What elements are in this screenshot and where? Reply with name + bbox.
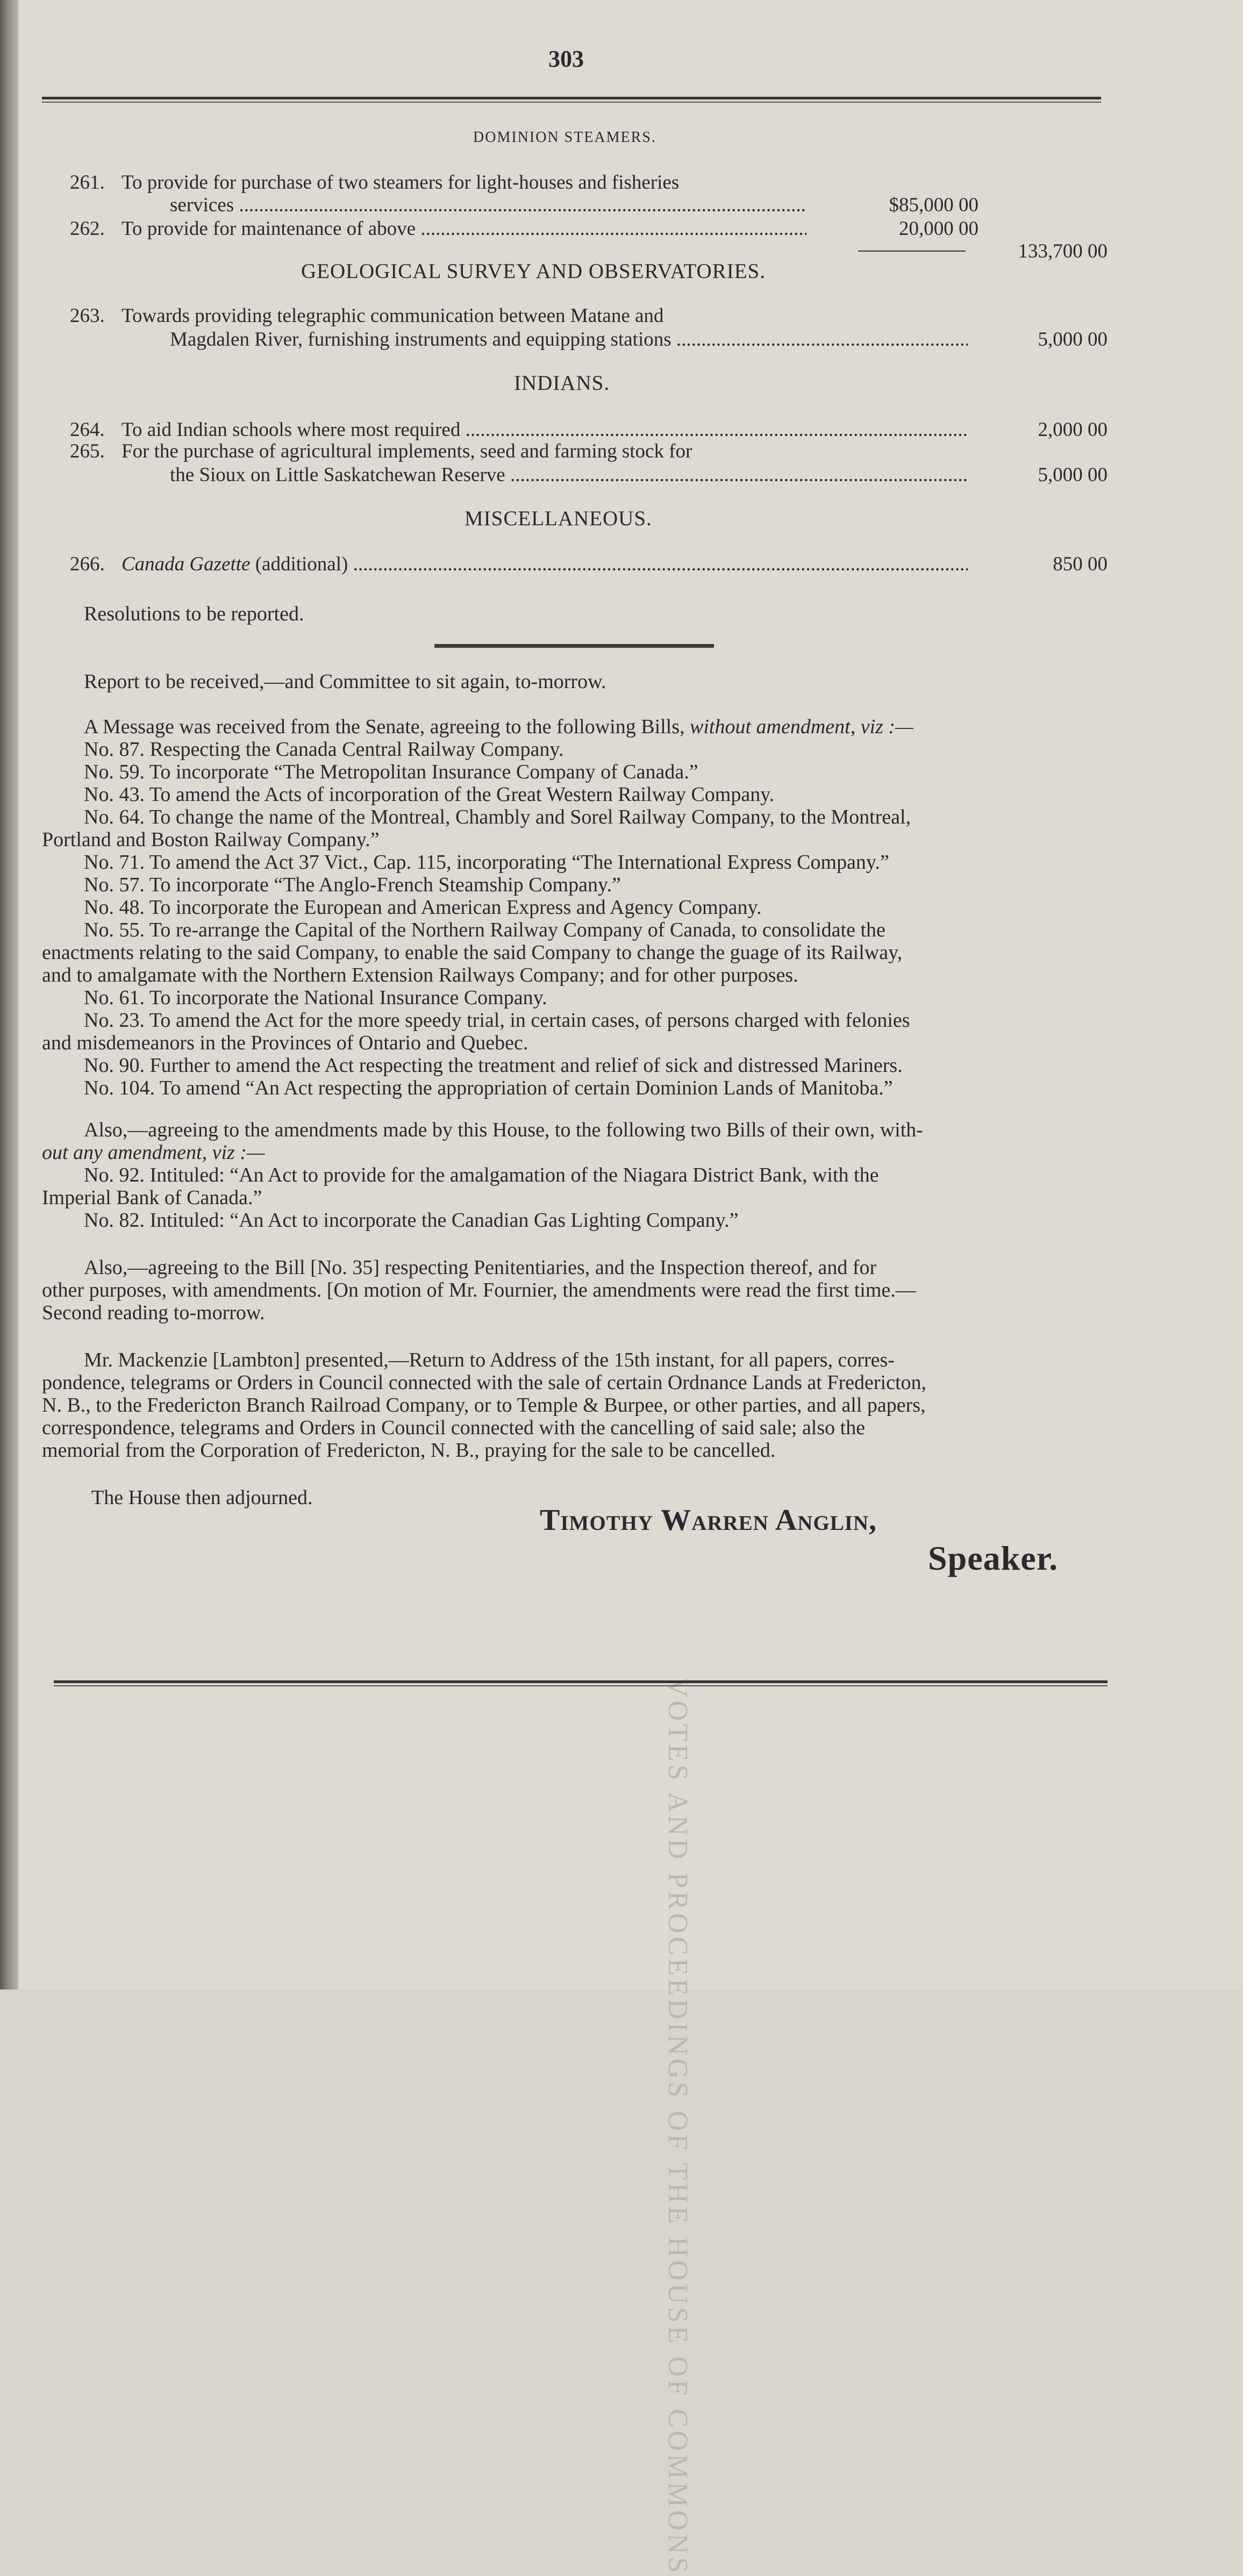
resolutions-note: Resolutions to be reported. (84, 603, 304, 625)
item-261 (70, 171, 1108, 196)
item-262 (70, 217, 1108, 242)
item-amount: 850 00 (1053, 553, 1108, 575)
mackenzie-return-line: memorial from the Corporation of Fredericton, N. B., praying for the sale to be cancelled. (42, 1439, 776, 1462)
penitentiaries-line: Also,—agreeing to the Bill [No. 35] respecting Penitentiaries, and the Inspection thereof, and for (84, 1256, 877, 1279)
item-266 (70, 553, 1108, 577)
bleed-through-text: VOTES AND PROCEEDINGS OF THE HOUSE OF COMMONS (662, 1677, 693, 2576)
bill-line: No. 61. To incorporate the National Insurance Company. (84, 986, 547, 1009)
also-amendments-line: No. 92. Intituled: “An Act to provide for the amalgamation of the Niagara District Bank, with the (84, 1164, 879, 1186)
section-heading-dominion-steamers: DOMINION STEAMERS. (473, 129, 656, 146)
item-amount: 5,000 00 (1038, 464, 1108, 486)
bill-line: enactments relating to the said Company, to enable the said Company to change the guage of its Railway, (42, 941, 903, 964)
item-description: services ..... (170, 194, 806, 217)
senate-message-intro: A Message was received from the Senate, agreeing to the following Bills, without amendment, viz :— (84, 715, 913, 738)
page-binding-edge (0, 0, 18, 1990)
item-263 (70, 304, 1108, 329)
mackenzie-return-line: Mr. Mackenzie [Lambton] presented,—Return to Address of the 15th instant, for all papers, corres- (84, 1349, 895, 1371)
bill-line: No. 48. To incorporate the European and American Express and Agency Company. (84, 896, 762, 919)
bill-line: No. 104. To amend “An Act respecting the appropriation of certain Dominion Lands of Manitoba.” (84, 1077, 893, 1099)
also-amendments-line: Imperial Bank of Canada.” (42, 1186, 262, 1209)
footer-rule (54, 1680, 1108, 1686)
bill-line: No. 55. To re-arrange the Capital of the Northern Railway Company of Canada, to consolidate the (84, 919, 885, 941)
bill-line: and to amalgamate with the Northern Extension Railways Company; and for other purposes. (42, 964, 798, 986)
section-rule (434, 644, 714, 648)
speaker-name: Timothy Warren Anglin, (540, 1504, 877, 1537)
penitentiaries-line: other purposes, with amendments. [On motion of Mr. Fournier, the amendments were read the first time.— (42, 1279, 916, 1301)
also-amendments-line: No. 82. Intituled: “An Act to incorporate the Canadian Gas Lighting Company.” (84, 1209, 739, 1232)
item-amount: 20,000 00 (899, 218, 978, 240)
item-amount: $85,000 00 (889, 194, 978, 216)
item-263-continued (70, 328, 1108, 353)
mackenzie-return-line: pondence, telegrams or Orders in Council connected with the sale of certain Ordnance Lands at Fredericton, (42, 1371, 927, 1394)
item-description: For the purchase of agricultural implements, seed and farming stock for (122, 440, 692, 462)
item-265 (70, 440, 1108, 464)
speaker-title: Speaker. (928, 1539, 1059, 1577)
also-amendments-line: out any amendment, viz :— (42, 1141, 265, 1164)
item-description: To provide for maintenance of above ..... (122, 217, 806, 240)
bill-line: No. 23. To amend the Act for the more speedy trial, in certain cases, of persons charged with felonies (84, 1009, 910, 1032)
bill-line: No. 43. To amend the Acts of incorporation of the Great Western Railway Company. (84, 783, 775, 806)
mackenzie-return-line: N. B., to the Fredericton Branch Railroad Company, or to Temple & Burpee, or other parties, and all papers, (42, 1394, 926, 1416)
item-amount: 2,000 00 (1038, 419, 1108, 441)
bill-line: No. 87. Respecting the Canada Central Railway Company. (84, 738, 564, 761)
adjourned-note: The House then adjourned. (91, 1486, 313, 1509)
item-description: To aid Indian schools where most required ..... (122, 418, 968, 441)
dominion-total: 133,700 00 (1018, 240, 1108, 262)
item-description: the Sioux on Little Saskatchewan Reserve ..... (170, 463, 968, 486)
section-heading-miscellaneous: MISCELLANEOUS. (465, 507, 652, 530)
bill-line: No. 90. Further to amend the Act respecting the treatment and relief of sick and distressed Mariners. (84, 1054, 903, 1077)
report-note: Report to be received,—and Committee to sit again, to-morrow. (84, 670, 606, 693)
mackenzie-return-line: correspondence, telegrams and Orders in Council connected with the cancelling of said sale; also the (42, 1416, 866, 1439)
bill-line: No. 57. To incorporate “The Anglo-French Steamship Company.” (84, 874, 621, 896)
bill-line: No. 71. To amend the Act 37 Vict., Cap. 115, incorporating “The International Express Company.” (84, 851, 889, 874)
item-number: 264. (70, 419, 105, 441)
item-amount: 5,000 00 (1038, 328, 1108, 350)
page-number: 303 (548, 46, 584, 72)
item-number: 265. (70, 440, 105, 462)
item-description: Magdalen River, furnishing instruments and equipping stations ..... (170, 328, 968, 351)
header-rule (42, 97, 1101, 103)
item-265-continued (70, 463, 1108, 488)
item-description: Towards providing telegraphic communication between Matane and (122, 305, 664, 327)
item-description: To provide for purchase of two steamers for light-houses and fisheries (122, 171, 680, 194)
item-number: 262. (70, 218, 105, 240)
section-heading-geological: GEOLOGICAL SURVEY AND OBSERVATORIES. (301, 260, 766, 283)
bill-line: Portland and Boston Railway Company.” (42, 828, 380, 851)
item-261-continued (70, 194, 1108, 218)
penitentiaries-line: Second reading to-morrow. (42, 1301, 265, 1324)
also-amendments-line: Also,—agreeing to the amendments made by this House, to the following two Bills of their own, with- (84, 1119, 923, 1141)
item-number: 261. (70, 171, 105, 194)
item-number: 263. (70, 305, 105, 327)
bill-line: and misdemeanors in the Provinces of Ontario and Quebec. (42, 1032, 528, 1054)
bill-line: No. 59. To incorporate “The Metropolitan Insurance Company of Canada.” (84, 761, 698, 783)
item-number: 266. (70, 553, 105, 575)
item-description: Canada Gazette (additional) ..... (122, 553, 968, 576)
section-heading-indians: INDIANS. (514, 371, 610, 395)
bill-line: No. 64. To change the name of the Montreal, Chambly and Sorel Railway Company, to the Montreal, (84, 806, 911, 828)
